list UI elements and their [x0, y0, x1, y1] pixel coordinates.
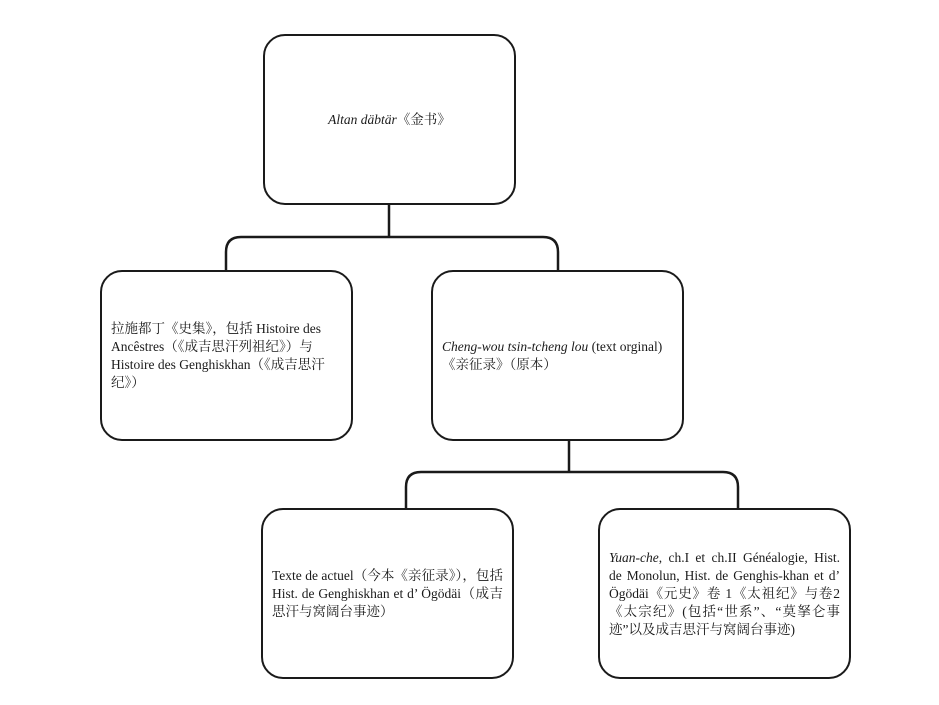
grandchild-right-title-italic: Yuan-che — [609, 549, 659, 565]
right-child-label — [442, 338, 673, 374]
right-child-node — [431, 270, 684, 441]
left-child-label: 拉施都丁《史集》，包括 Histoire des Ancêstres（《成吉思汗列祖纪》）与 Histoire des Genghiskhan（《成吉思汗纪》） — [111, 320, 325, 390]
right-child-title-italic: Cheng-wou tsin-tcheng lou — [442, 338, 589, 354]
root-node — [263, 34, 516, 205]
grandchild-right-label — [609, 549, 840, 639]
grandchild-right-node — [598, 508, 851, 679]
grandchild-right-title-rest: , ch.I et ch.II Généalogie, Hist. de Monolun, Hist. de Genghis-khan et d’ Ögödäi《元史》卷 1《太祖纪》与卷2《太宗纪》(包括“世系”、“莫拏仑事迹”以及成吉思汗与窝阔台事迹) — [609, 549, 840, 637]
root-title-rest: 《金书》 — [396, 111, 451, 127]
connector-root-to-children — [226, 205, 558, 270]
left-child-node — [100, 270, 353, 441]
right-child-title-rest: (text orginal)《亲征录》（原本） — [442, 338, 663, 372]
root-title-italic: Altan däbtär — [328, 111, 397, 127]
root-node-label — [328, 111, 451, 129]
grandchild-left-label: Texte de actuel（今本《亲征录》），包括Hist. de Genghiskhan et d’ Ögödäi（成吉思汗与窝阔台事迹） — [272, 567, 503, 619]
grandchild-left-node — [261, 508, 514, 679]
connector-right-child-to-grandchildren — [406, 441, 738, 508]
